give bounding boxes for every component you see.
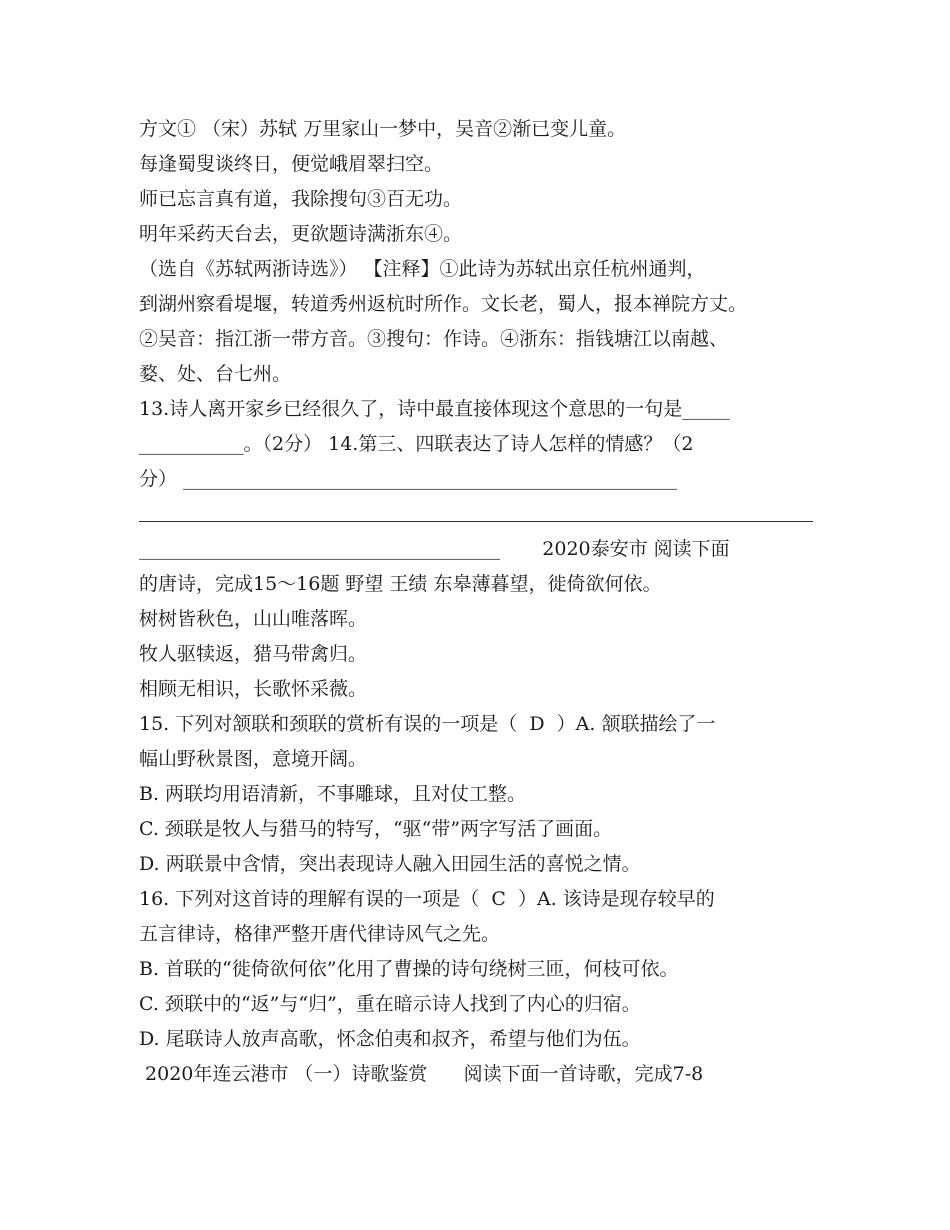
section-heading-taian: ______________________________________ 2020泰安市 阅读下面 [139, 538, 730, 560]
text-line: ②吴音：指江浙一带方音。③搜句：作诗。④浙东：指钱塘江以南越、 [139, 328, 729, 350]
text-line: 明年采药天台去，更欲题诗满浙东④。 [139, 223, 463, 245]
text-line: 到湖州察看堤堰，转道秀州返杭时所作。文长老，蜀人，报本禅院方丈。 [139, 293, 748, 315]
question-16: 16. 下列对这首诗的理解有误的一项是（ C ）A. 该诗是现存较早的 [139, 888, 715, 910]
text-line: 方文① （宋）苏轼 万里家山一梦中，吴音②渐已变儿童。 [139, 118, 627, 140]
text-line: 五言律诗，格律严整开唐代律诗风气之先。 [139, 923, 501, 945]
option-c: C. 颈联中的“返”与“归”，重在暗示诗人找到了内心的归宿。 [139, 993, 641, 1015]
option-d: D. 两联景中含情，突出表现诗人融入田园生活的喜悦之情。 [139, 853, 641, 875]
document-body [139, 112, 813, 1092]
question-14: ___________。（2分） 14.第三、四联表达了诗人怎样的情感？（2 [139, 433, 694, 455]
option-d: D. 尾联诗人放声高歌，怀念伯夷和叔齐，希望与他们为伍。 [139, 1028, 641, 1050]
section-heading-lianyungang: 2020年连云港市 （一）诗歌鉴赏 阅读下面一首诗歌，完成7-8 [139, 1063, 704, 1085]
option-c: C. 颈联是牧人与猎马的特写，“驱“带”两字写活了画面。 [139, 818, 613, 840]
poem-line: 牧人驱犊返，猎马带禽归。 [139, 643, 368, 665]
text-line: 每逢蜀叟谈终日，便觉峨眉翠扫空。 [139, 153, 444, 175]
answer-line: 分） ____________________________________________________ [139, 468, 678, 490]
option-b: B. 首联的“徙倚欲何依”化用了曹操的诗句绕树三匝，何枝可依。 [139, 958, 679, 980]
text-line: 师已忘言真有道，我除搜句③百无功。 [139, 188, 463, 210]
text-line: 的唐诗，完成15～16题 野望 王绩 东皋薄暮望，徙倚欲何依。 [139, 573, 662, 595]
question-15: 15. 下列对颔联和颈联的赏析有误的一项是（ D ）A. 颔联描绘了一 [139, 713, 716, 735]
text-line: 幅山野秋景图，意境开阔。 [139, 748, 368, 770]
option-b: B. 两联均用语清新，不事雕球，且对仗工整。 [139, 783, 527, 805]
answer-blank-rule [139, 497, 813, 532]
text-line: 婺、处、台七州。 [139, 363, 292, 385]
question-13: 13.诗人离开家乡已经很久了，诗中最直接体现这个意思的一句是_____ [139, 398, 730, 420]
poem-line: 树树皆秋色，山山唯落晖。 [139, 608, 368, 630]
poem-line: 相顾无相识，长歌怀采薇。 [139, 678, 368, 700]
text-line: （选自《苏轼两浙诗选》） 【注释】①此诗为苏轼出京任杭州通判， [139, 258, 706, 280]
